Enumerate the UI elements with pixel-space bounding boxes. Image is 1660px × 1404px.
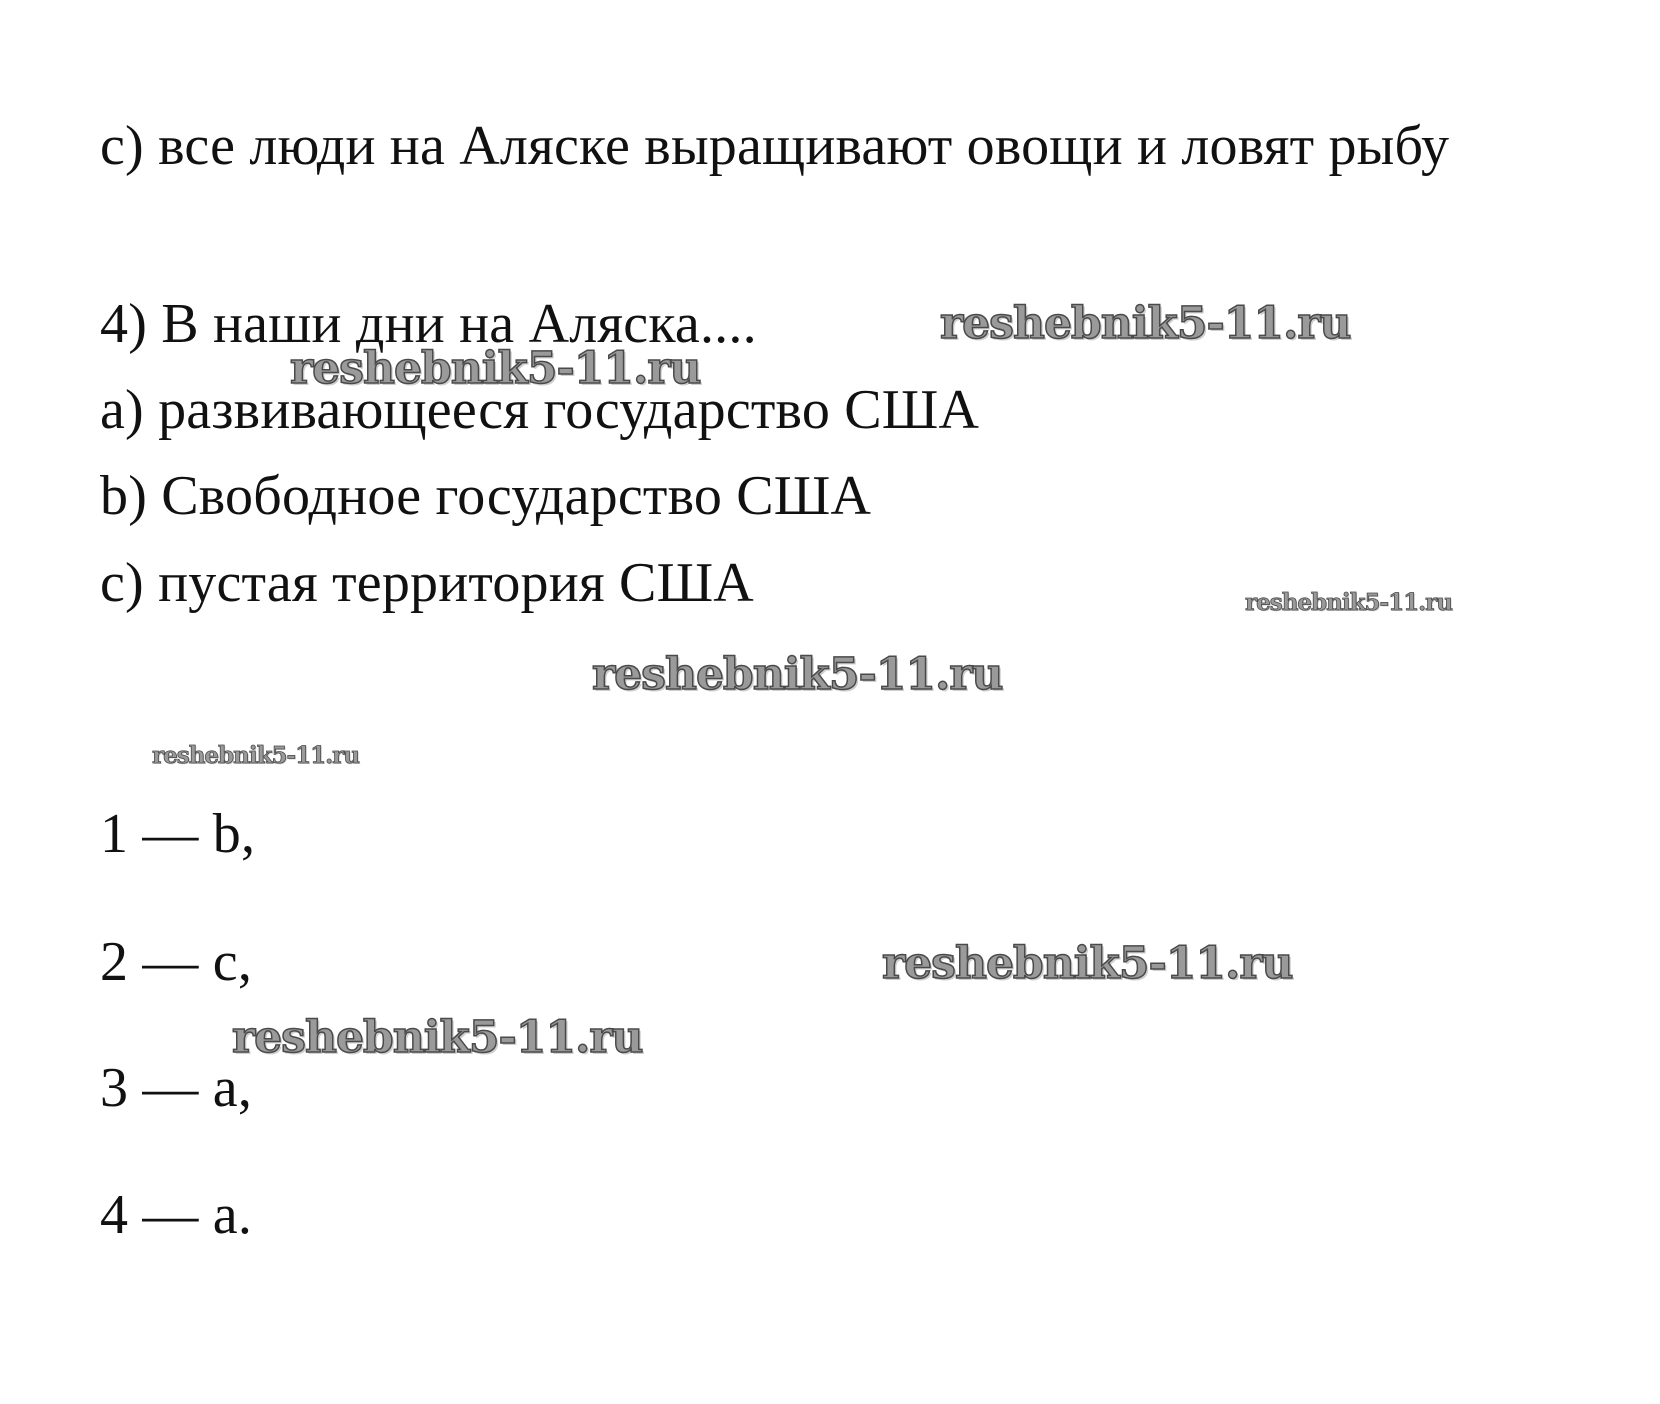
watermark: reshebnik5-11.ru: [290, 343, 701, 394]
watermark: reshebnik5-11.ru: [232, 1012, 643, 1063]
answer-1: 1 — b,: [100, 803, 256, 865]
answer-4: 4 — a.: [100, 1184, 253, 1246]
watermark: reshebnik5-11.ru: [592, 649, 1003, 700]
watermark: reshebnik5-11.ru: [940, 298, 1351, 349]
watermark: reshebnik5-11.ru: [152, 742, 359, 769]
q4-option-a: a) развивающееся государство США: [100, 379, 980, 441]
q4-prompt: 4) В наши дни на Аляска....: [100, 293, 757, 355]
watermark: reshebnik5-11.ru: [1245, 589, 1452, 616]
q3-option-c: c) все люди на Аляске выращивают овощи и ловят рыбу: [100, 115, 1450, 177]
q4-option-b: b) Свободное государство США: [100, 465, 872, 527]
answer-3: 3 — a,: [100, 1057, 253, 1119]
watermark: reshebnik5-11.ru: [882, 938, 1293, 989]
answer-2: 2 — c,: [100, 931, 253, 993]
q4-option-c: c) пустая территория США: [100, 552, 754, 614]
